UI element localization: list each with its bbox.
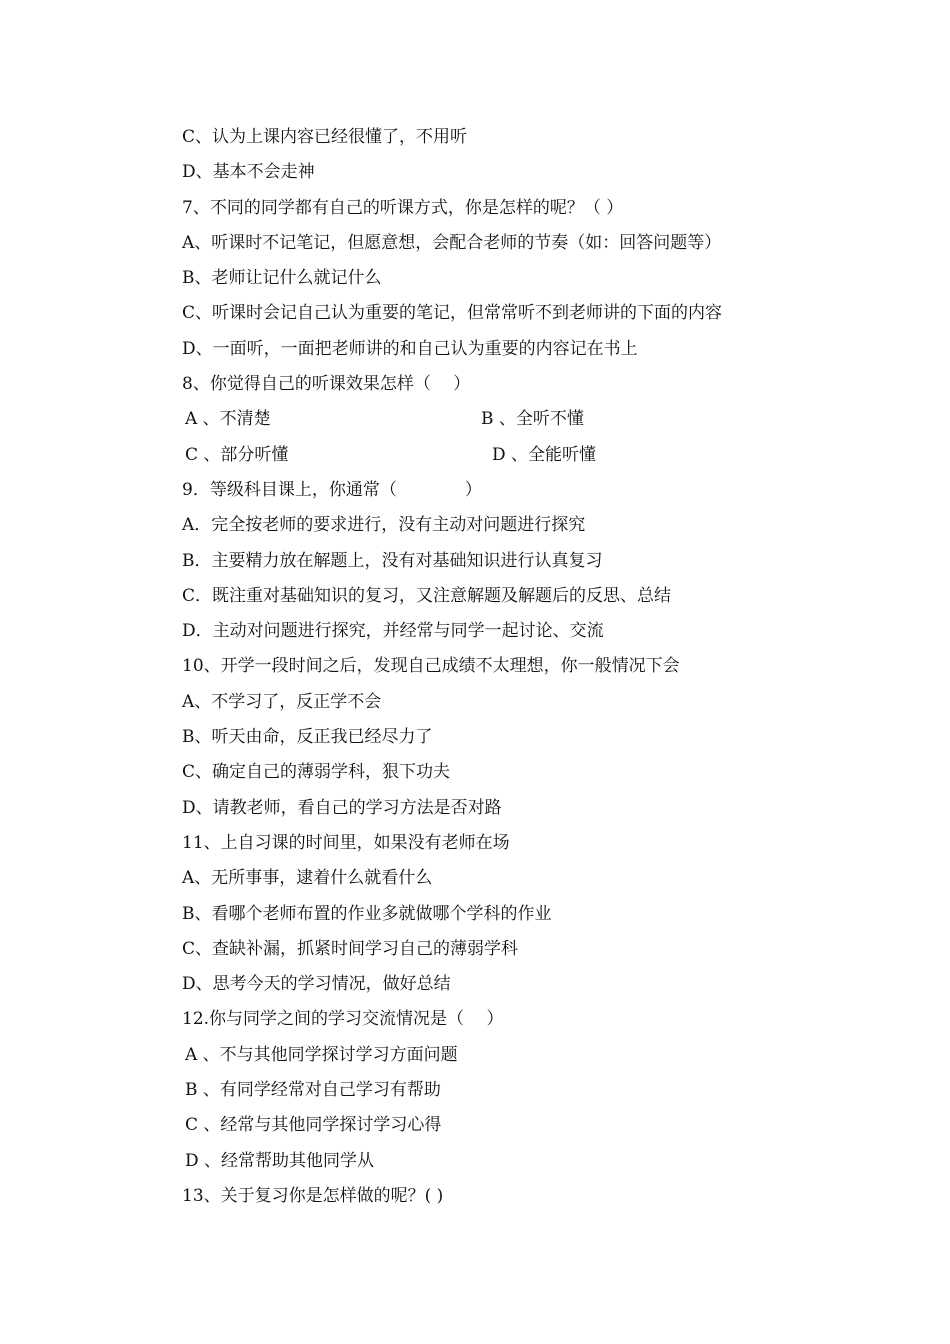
- q13-question: 13、关于复习你是怎样做的呢？( ): [182, 1185, 444, 1206]
- q11-option-b: B、看哪个老师布置的作业多就做哪个学科的作业: [182, 903, 552, 924]
- q12-question: 12.你与同学之间的学习交流情况是（ ）: [182, 1009, 504, 1030]
- q9-option-d: D．主动对问题进行探究，并经常与同学一起讨论、交流: [182, 621, 604, 642]
- q8-options-row-2: [182, 438, 882, 473]
- q10-question: 10、开学一段时间之后，发现自己成绩不太理想，你一般情况下会: [182, 656, 680, 677]
- q11-option-d: D、思考今天的学习情况，做好总结: [182, 974, 451, 995]
- q8-option-c: C 、部分听懂: [185, 444, 289, 465]
- q7-option-a: A、听课时不记笔记，但愿意想，会配合老师的节奏（如：回答问题等）: [182, 232, 722, 253]
- q9-option-a: A．完全按老师的要求进行，没有主动对问题进行探究: [182, 515, 586, 536]
- q9-option-c: C．既注重对基础知识的复习，又注意解题及解题后的反思、总结: [182, 585, 672, 606]
- q11-question: 11、上自习课的时间里，如果没有老师在场: [182, 832, 510, 853]
- q12-option-c: C 、经常与其他同学探讨学习心得: [185, 1115, 442, 1136]
- q8-options-row-1: [182, 402, 882, 437]
- q8-question: 8、你觉得自己的听课效果怎样（ ）: [182, 374, 471, 395]
- q6-option-d: D、基本不会走神: [182, 162, 315, 183]
- q6-option-c: C、认为上课内容已经很懂了，不用听: [182, 127, 468, 147]
- q10-option-a: A、不学习了，反正学不会: [182, 691, 382, 712]
- q10-option-b: B、听天由命，反正我已经尽力了: [182, 727, 433, 748]
- q10-option-c: C、确定自己的薄弱学科，狠下功夫: [182, 762, 451, 783]
- q11-option-c: C、查缺补漏，抓紧时间学习自己的薄弱学科: [182, 938, 519, 959]
- q7-option-b: B、老师让记什么就记什么: [182, 268, 382, 289]
- q7-question: 7、不同的同学都有自己的听课方式，你是怎样的呢？（ ）: [182, 197, 624, 218]
- q9-question: 9．等级科目课上，你通常（ ）: [182, 479, 482, 500]
- q12-option-d: D 、经常帮助其他同学从: [185, 1150, 375, 1171]
- q8-option-b: B 、全听不懂: [481, 409, 584, 430]
- q7-option-d: D、一面听，一面把老师讲的和自己认为重要的内容记在书上: [182, 338, 638, 359]
- q8-option-a: A 、不清楚: [185, 409, 271, 430]
- q11-option-a: A、无所事事，逮着什么就看什么: [182, 868, 433, 889]
- q9-option-b: B．主要精力放在解题上，没有对基础知识进行认真复习: [182, 550, 603, 571]
- q7-option-c: C、听课时会记自己认为重要的笔记，但常常听不到老师讲的下面的内容: [182, 303, 723, 324]
- question-list: [182, 120, 882, 1214]
- q8-option-d: D 、全能听懂: [492, 444, 597, 465]
- q10-option-d: D、请教老师，看自己的学习方法是否对路: [182, 797, 502, 818]
- q12-option-b: B 、有同学经常对自己学习有帮助: [185, 1080, 441, 1101]
- q12-option-a: A 、不与其他同学探讨学习方面问题: [185, 1044, 458, 1065]
